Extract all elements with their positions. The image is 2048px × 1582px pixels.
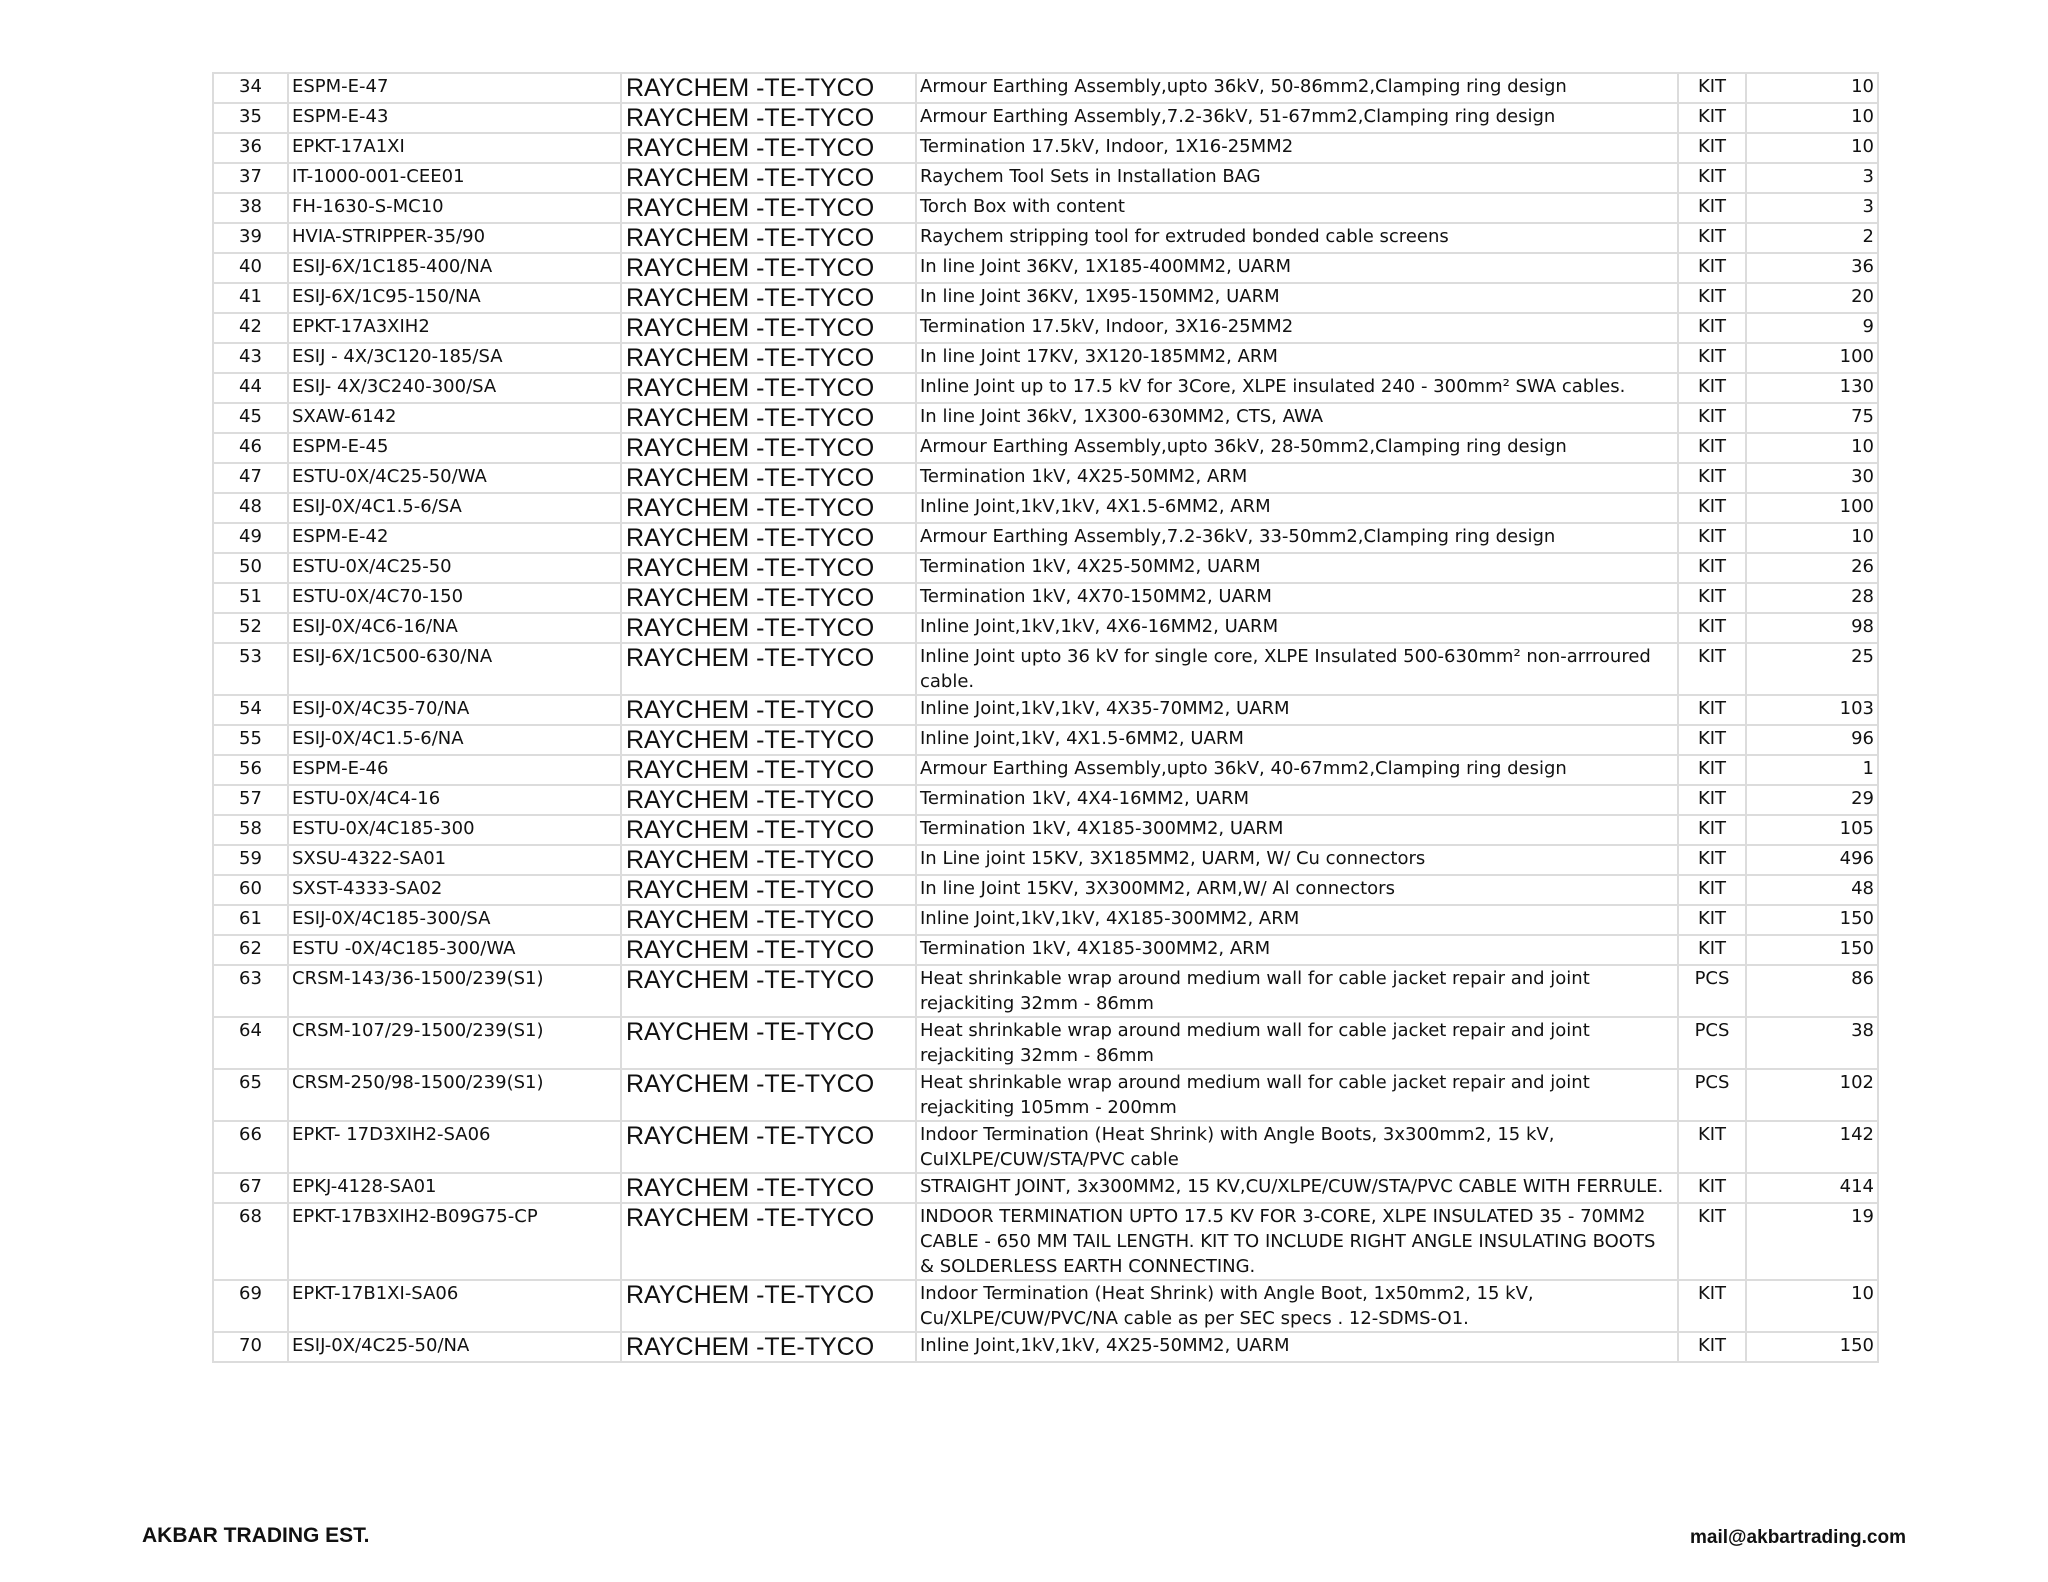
table-row xyxy=(213,1332,1878,1362)
item-number: 56 xyxy=(213,755,288,785)
item-quantity: 414 xyxy=(1746,1173,1878,1203)
item-quantity: 48 xyxy=(1746,875,1878,905)
item-quantity: 2 xyxy=(1746,223,1878,253)
item-description: Termination 1kV, 4X25-50MM2, ARM xyxy=(916,463,1678,493)
item-number: 47 xyxy=(213,463,288,493)
item-brand: RAYCHEM -TE-TYCO xyxy=(621,1069,916,1121)
item-unit: KIT xyxy=(1678,463,1746,493)
table-row xyxy=(213,815,1878,845)
item-unit: KIT xyxy=(1678,905,1746,935)
item-quantity: 10 xyxy=(1746,103,1878,133)
item-code: ESIJ-0X/4C25-50/NA xyxy=(288,1332,621,1362)
item-quantity: 10 xyxy=(1746,133,1878,163)
item-description: Armour Earthing Assembly,upto 36kV, 40-67mm2,Clamping ring design xyxy=(916,755,1678,785)
item-description: Indoor Termination (Heat Shrink) with Angle Boots, 3x300mm2, 15 kV, CuIXLPE/CUW/STA/PVC cable xyxy=(916,1121,1678,1173)
item-code: ESIJ-6X/1C95-150/NA xyxy=(288,283,621,313)
table-row xyxy=(213,725,1878,755)
table-row xyxy=(213,965,1878,1017)
item-brand: RAYCHEM -TE-TYCO xyxy=(621,935,916,965)
item-brand: RAYCHEM -TE-TYCO xyxy=(621,253,916,283)
table-row xyxy=(213,73,1878,103)
item-description: Termination 1kV, 4X185-300MM2, UARM xyxy=(916,815,1678,845)
item-number: 44 xyxy=(213,373,288,403)
item-number: 63 xyxy=(213,965,288,1017)
item-quantity: 150 xyxy=(1746,1332,1878,1362)
item-quantity: 100 xyxy=(1746,343,1878,373)
item-code: ESTU-0X/4C4-16 xyxy=(288,785,621,815)
item-unit: KIT xyxy=(1678,313,1746,343)
table-row xyxy=(213,373,1878,403)
item-brand: RAYCHEM -TE-TYCO xyxy=(621,493,916,523)
item-description: Armour Earthing Assembly,7.2-36kV, 51-67mm2,Clamping ring design xyxy=(916,103,1678,133)
item-number: 39 xyxy=(213,223,288,253)
item-description: Raychem Tool Sets in Installation BAG xyxy=(916,163,1678,193)
item-description: Heat shrinkable wrap around medium wall for cable jacket repair and joint rejackiting 105mm - 200mm xyxy=(916,1069,1678,1121)
item-brand: RAYCHEM -TE-TYCO xyxy=(621,433,916,463)
item-quantity: 3 xyxy=(1746,163,1878,193)
table-row xyxy=(213,1203,1878,1280)
item-unit: KIT xyxy=(1678,695,1746,725)
item-number: 57 xyxy=(213,785,288,815)
item-unit: KIT xyxy=(1678,1121,1746,1173)
item-quantity: 150 xyxy=(1746,905,1878,935)
item-unit: KIT xyxy=(1678,373,1746,403)
table-row xyxy=(213,785,1878,815)
item-description: INDOOR TERMINATION UPTO 17.5 KV FOR 3-CORE, XLPE INSULATED 35 - 70MM2 CABLE - 650 MM TAIL LENGTH. KIT TO INCLUDE RIGHT ANGLE INSULATING BOOTS & SOLDERLESS EARTH CONNECTING. xyxy=(916,1203,1678,1280)
item-code: ESTU-0X/4C25-50/WA xyxy=(288,463,621,493)
item-number: 66 xyxy=(213,1121,288,1173)
table-row xyxy=(213,553,1878,583)
item-quantity: 20 xyxy=(1746,283,1878,313)
item-number: 61 xyxy=(213,905,288,935)
item-description: Inline Joint,1kV,1kV, 4X25-50MM2, UARM xyxy=(916,1332,1678,1362)
item-quantity: 19 xyxy=(1746,1203,1878,1280)
item-unit: KIT xyxy=(1678,1173,1746,1203)
item-code: SXST-4333-SA02 xyxy=(288,875,621,905)
item-brand: RAYCHEM -TE-TYCO xyxy=(621,283,916,313)
item-description: Termination 1kV, 4X25-50MM2, UARM xyxy=(916,553,1678,583)
item-quantity: 130 xyxy=(1746,373,1878,403)
item-code: HVIA-STRIPPER-35/90 xyxy=(288,223,621,253)
item-description: In line Joint 36KV, 1X95-150MM2, UARM xyxy=(916,283,1678,313)
table-row xyxy=(213,223,1878,253)
item-number: 67 xyxy=(213,1173,288,1203)
item-number: 49 xyxy=(213,523,288,553)
item-description: Armour Earthing Assembly,7.2-36kV, 33-50mm2,Clamping ring design xyxy=(916,523,1678,553)
item-description: Raychem stripping tool for extruded bonded cable screens xyxy=(916,223,1678,253)
item-unit: KIT xyxy=(1678,815,1746,845)
item-brand: RAYCHEM -TE-TYCO xyxy=(621,643,916,695)
item-quantity: 102 xyxy=(1746,1069,1878,1121)
item-number: 68 xyxy=(213,1203,288,1280)
item-unit: KIT xyxy=(1678,613,1746,643)
item-brand: RAYCHEM -TE-TYCO xyxy=(621,103,916,133)
item-description: Termination 1kV, 4X185-300MM2, ARM xyxy=(916,935,1678,965)
item-unit: KIT xyxy=(1678,1332,1746,1362)
item-unit: KIT xyxy=(1678,875,1746,905)
item-code: ESTU-0X/4C70-150 xyxy=(288,583,621,613)
item-quantity: 3 xyxy=(1746,193,1878,223)
item-description: Termination 1kV, 4X4-16MM2, UARM xyxy=(916,785,1678,815)
item-brand: RAYCHEM -TE-TYCO xyxy=(621,695,916,725)
item-number: 50 xyxy=(213,553,288,583)
item-unit: KIT xyxy=(1678,253,1746,283)
item-number: 60 xyxy=(213,875,288,905)
table-row xyxy=(213,253,1878,283)
item-code: ESIJ-0X/4C1.5-6/SA xyxy=(288,493,621,523)
item-unit: KIT xyxy=(1678,283,1746,313)
item-description: Termination 1kV, 4X70-150MM2, UARM xyxy=(916,583,1678,613)
item-brand: RAYCHEM -TE-TYCO xyxy=(621,613,916,643)
item-unit: KIT xyxy=(1678,643,1746,695)
item-brand: RAYCHEM -TE-TYCO xyxy=(621,845,916,875)
item-description: Inline Joint upto 36 kV for single core, XLPE Insulated 500-630mm² non-arrroured cable. xyxy=(916,643,1678,695)
item-number: 34 xyxy=(213,73,288,103)
item-quantity: 38 xyxy=(1746,1017,1878,1069)
item-code: ESIJ - 4X/3C120-185/SA xyxy=(288,343,621,373)
item-unit: KIT xyxy=(1678,433,1746,463)
item-unit: KIT xyxy=(1678,725,1746,755)
item-quantity: 100 xyxy=(1746,493,1878,523)
item-quantity: 30 xyxy=(1746,463,1878,493)
table-row xyxy=(213,523,1878,553)
item-quantity: 98 xyxy=(1746,613,1878,643)
item-code: ESIJ-0X/4C6-16/NA xyxy=(288,613,621,643)
item-description: Termination 17.5kV, Indoor, 3X16-25MM2 xyxy=(916,313,1678,343)
item-brand: RAYCHEM -TE-TYCO xyxy=(621,725,916,755)
item-unit: KIT xyxy=(1678,935,1746,965)
item-quantity: 496 xyxy=(1746,845,1878,875)
item-brand: RAYCHEM -TE-TYCO xyxy=(621,313,916,343)
item-number: 55 xyxy=(213,725,288,755)
item-code: ESPM-E-47 xyxy=(288,73,621,103)
item-number: 48 xyxy=(213,493,288,523)
item-brand: RAYCHEM -TE-TYCO xyxy=(621,965,916,1017)
item-description: Armour Earthing Assembly,upto 36kV, 50-86mm2,Clamping ring design xyxy=(916,73,1678,103)
item-unit: KIT xyxy=(1678,163,1746,193)
item-unit: PCS xyxy=(1678,1069,1746,1121)
item-quantity: 10 xyxy=(1746,523,1878,553)
item-brand: RAYCHEM -TE-TYCO xyxy=(621,1173,916,1203)
item-unit: KIT xyxy=(1678,785,1746,815)
item-code: EPKJ-4128-SA01 xyxy=(288,1173,621,1203)
item-brand: RAYCHEM -TE-TYCO xyxy=(621,403,916,433)
item-description: In line Joint 36KV, 1X185-400MM2, UARM xyxy=(916,253,1678,283)
company-name: AKBAR TRADING EST. xyxy=(142,1524,370,1547)
company-email: mail@akbartrading.com xyxy=(1690,1527,1906,1548)
item-number: 65 xyxy=(213,1069,288,1121)
item-brand: RAYCHEM -TE-TYCO xyxy=(621,1203,916,1280)
item-code: ESIJ-0X/4C35-70/NA xyxy=(288,695,621,725)
item-description: Torch Box with content xyxy=(916,193,1678,223)
table-row xyxy=(213,935,1878,965)
table-row xyxy=(213,463,1878,493)
item-description: Inline Joint,1kV,1kV, 4X35-70MM2, UARM xyxy=(916,695,1678,725)
items-table-body xyxy=(213,73,1878,1362)
item-quantity: 142 xyxy=(1746,1121,1878,1173)
item-description: Inline Joint up to 17.5 kV for 3Core, XLPE insulated 240 - 300mm² SWA cables. xyxy=(916,373,1678,403)
item-number: 59 xyxy=(213,845,288,875)
item-unit: KIT xyxy=(1678,493,1746,523)
item-number: 62 xyxy=(213,935,288,965)
table-row xyxy=(213,193,1878,223)
item-code: EPKT- 17D3XIH2-SA06 xyxy=(288,1121,621,1173)
item-brand: RAYCHEM -TE-TYCO xyxy=(621,163,916,193)
table-row xyxy=(213,1173,1878,1203)
item-quantity: 1 xyxy=(1746,755,1878,785)
item-number: 70 xyxy=(213,1332,288,1362)
item-code: ESPM-E-42 xyxy=(288,523,621,553)
item-number: 43 xyxy=(213,343,288,373)
item-code: ESIJ- 4X/3C240-300/SA xyxy=(288,373,621,403)
item-unit: PCS xyxy=(1678,1017,1746,1069)
item-number: 37 xyxy=(213,163,288,193)
table-row xyxy=(213,1280,1878,1332)
item-description: In line Joint 17KV, 3X120-185MM2, ARM xyxy=(916,343,1678,373)
item-unit: KIT xyxy=(1678,583,1746,613)
item-description: Inline Joint,1kV, 4X1.5-6MM2, UARM xyxy=(916,725,1678,755)
item-number: 53 xyxy=(213,643,288,695)
item-code: ESIJ-6X/1C185-400/NA xyxy=(288,253,621,283)
item-brand: RAYCHEM -TE-TYCO xyxy=(621,553,916,583)
item-unit: KIT xyxy=(1678,1280,1746,1332)
item-unit: KIT xyxy=(1678,1203,1746,1280)
item-brand: RAYCHEM -TE-TYCO xyxy=(621,73,916,103)
item-brand: RAYCHEM -TE-TYCO xyxy=(621,583,916,613)
item-code: SXAW-6142 xyxy=(288,403,621,433)
item-code: EPKT-17B1XI-SA06 xyxy=(288,1280,621,1332)
table-row xyxy=(213,643,1878,695)
item-unit: KIT xyxy=(1678,403,1746,433)
item-description: In Line joint 15KV, 3X185MM2, UARM, W/ Cu connectors xyxy=(916,845,1678,875)
item-code: EPKT-17A3XIH2 xyxy=(288,313,621,343)
table-row xyxy=(213,313,1878,343)
item-number: 42 xyxy=(213,313,288,343)
item-brand: RAYCHEM -TE-TYCO xyxy=(621,755,916,785)
item-quantity: 26 xyxy=(1746,553,1878,583)
item-unit: KIT xyxy=(1678,845,1746,875)
item-number: 58 xyxy=(213,815,288,845)
item-number: 46 xyxy=(213,433,288,463)
item-unit: KIT xyxy=(1678,755,1746,785)
item-number: 52 xyxy=(213,613,288,643)
item-brand: RAYCHEM -TE-TYCO xyxy=(621,1017,916,1069)
item-code: ESTU-0X/4C25-50 xyxy=(288,553,621,583)
item-code: ESPM-E-43 xyxy=(288,103,621,133)
table-row xyxy=(213,433,1878,463)
item-description: In line Joint 15KV, 3X300MM2, ARM,W/ Al connectors xyxy=(916,875,1678,905)
item-brand: RAYCHEM -TE-TYCO xyxy=(621,1280,916,1332)
item-code: ESIJ-0X/4C1.5-6/NA xyxy=(288,725,621,755)
item-unit: KIT xyxy=(1678,193,1746,223)
item-description: STRAIGHT JOINT, 3x300MM2, 15 KV,CU/XLPE/CUW/STA/PVC CABLE WITH FERRULE. xyxy=(916,1173,1678,1203)
item-brand: RAYCHEM -TE-TYCO xyxy=(621,343,916,373)
table-row xyxy=(213,163,1878,193)
item-quantity: 29 xyxy=(1746,785,1878,815)
table-row xyxy=(213,1017,1878,1069)
item-brand: RAYCHEM -TE-TYCO xyxy=(621,1332,916,1362)
item-code: ESPM-E-45 xyxy=(288,433,621,463)
table-row xyxy=(213,613,1878,643)
item-code: EPKT-17A1XI xyxy=(288,133,621,163)
item-code: EPKT-17B3XIH2-B09G75-CP xyxy=(288,1203,621,1280)
item-quantity: 10 xyxy=(1746,1280,1878,1332)
table-row xyxy=(213,1069,1878,1121)
item-quantity: 150 xyxy=(1746,935,1878,965)
item-code: CRSM-107/29-1500/239(S1) xyxy=(288,1017,621,1069)
items-table xyxy=(212,72,1879,1363)
item-number: 69 xyxy=(213,1280,288,1332)
item-description: Termination 17.5kV, Indoor, 1X16-25MM2 xyxy=(916,133,1678,163)
item-brand: RAYCHEM -TE-TYCO xyxy=(621,785,916,815)
table-row xyxy=(213,283,1878,313)
item-unit: PCS xyxy=(1678,965,1746,1017)
table-row xyxy=(213,755,1878,785)
item-code: ESTU-0X/4C185-300 xyxy=(288,815,621,845)
table-row xyxy=(213,343,1878,373)
table-row xyxy=(213,845,1878,875)
item-unit: KIT xyxy=(1678,343,1746,373)
item-quantity: 103 xyxy=(1746,695,1878,725)
item-number: 38 xyxy=(213,193,288,223)
item-unit: KIT xyxy=(1678,73,1746,103)
item-quantity: 105 xyxy=(1746,815,1878,845)
table-row xyxy=(213,695,1878,725)
item-unit: KIT xyxy=(1678,133,1746,163)
item-brand: RAYCHEM -TE-TYCO xyxy=(621,193,916,223)
table-row xyxy=(213,875,1878,905)
table-row xyxy=(213,583,1878,613)
item-quantity: 28 xyxy=(1746,583,1878,613)
table-row xyxy=(213,403,1878,433)
item-quantity: 36 xyxy=(1746,253,1878,283)
item-quantity: 75 xyxy=(1746,403,1878,433)
item-description: Heat shrinkable wrap around medium wall for cable jacket repair and joint rejackiting 32mm - 86mm xyxy=(916,1017,1678,1069)
item-number: 36 xyxy=(213,133,288,163)
item-brand: RAYCHEM -TE-TYCO xyxy=(621,133,916,163)
item-brand: RAYCHEM -TE-TYCO xyxy=(621,463,916,493)
item-description: Armour Earthing Assembly,upto 36kV, 28-50mm2,Clamping ring design xyxy=(916,433,1678,463)
table-row xyxy=(213,103,1878,133)
item-code: IT-1000-001-CEE01 xyxy=(288,163,621,193)
item-unit: KIT xyxy=(1678,223,1746,253)
item-code: SXSU-4322-SA01 xyxy=(288,845,621,875)
item-number: 40 xyxy=(213,253,288,283)
item-code: CRSM-250/98-1500/239(S1) xyxy=(288,1069,621,1121)
item-number: 41 xyxy=(213,283,288,313)
item-code: ESTU -0X/4C185-300/WA xyxy=(288,935,621,965)
item-brand: RAYCHEM -TE-TYCO xyxy=(621,905,916,935)
item-number: 54 xyxy=(213,695,288,725)
item-number: 51 xyxy=(213,583,288,613)
item-number: 35 xyxy=(213,103,288,133)
table-row xyxy=(213,133,1878,163)
item-brand: RAYCHEM -TE-TYCO xyxy=(621,373,916,403)
item-description: Inline Joint,1kV,1kV, 4X1.5-6MM2, ARM xyxy=(916,493,1678,523)
item-description: Heat shrinkable wrap around medium wall for cable jacket repair and joint rejackiting 32mm - 86mm xyxy=(916,965,1678,1017)
item-number: 64 xyxy=(213,1017,288,1069)
item-description: In line Joint 36kV, 1X300-630MM2, CTS, AWA xyxy=(916,403,1678,433)
item-quantity: 86 xyxy=(1746,965,1878,1017)
item-brand: RAYCHEM -TE-TYCO xyxy=(621,223,916,253)
table-row xyxy=(213,493,1878,523)
item-number: 45 xyxy=(213,403,288,433)
item-quantity: 10 xyxy=(1746,73,1878,103)
item-brand: RAYCHEM -TE-TYCO xyxy=(621,815,916,845)
item-code: ESIJ-6X/1C500-630/NA xyxy=(288,643,621,695)
item-quantity: 96 xyxy=(1746,725,1878,755)
item-code: FH-1630-S-MC10 xyxy=(288,193,621,223)
item-description: Inline Joint,1kV,1kV, 4X185-300MM2, ARM xyxy=(916,905,1678,935)
item-code: ESPM-E-46 xyxy=(288,755,621,785)
item-brand: RAYCHEM -TE-TYCO xyxy=(621,875,916,905)
item-quantity: 25 xyxy=(1746,643,1878,695)
item-code: CRSM-143/36-1500/239(S1) xyxy=(288,965,621,1017)
item-unit: KIT xyxy=(1678,523,1746,553)
item-brand: RAYCHEM -TE-TYCO xyxy=(621,523,916,553)
item-brand: RAYCHEM -TE-TYCO xyxy=(621,1121,916,1173)
item-quantity: 10 xyxy=(1746,433,1878,463)
item-description: Inline Joint,1kV,1kV, 4X6-16MM2, UARM xyxy=(916,613,1678,643)
item-description: Indoor Termination (Heat Shrink) with Angle Boot, 1x50mm2, 15 kV, Cu/XLPE/CUW/PVC/NA cable as per SEC specs . 12-SDMS-O1. xyxy=(916,1280,1678,1332)
table-row xyxy=(213,1121,1878,1173)
item-unit: KIT xyxy=(1678,553,1746,583)
item-code: ESIJ-0X/4C185-300/SA xyxy=(288,905,621,935)
item-unit: KIT xyxy=(1678,103,1746,133)
table-row xyxy=(213,905,1878,935)
item-quantity: 9 xyxy=(1746,313,1878,343)
